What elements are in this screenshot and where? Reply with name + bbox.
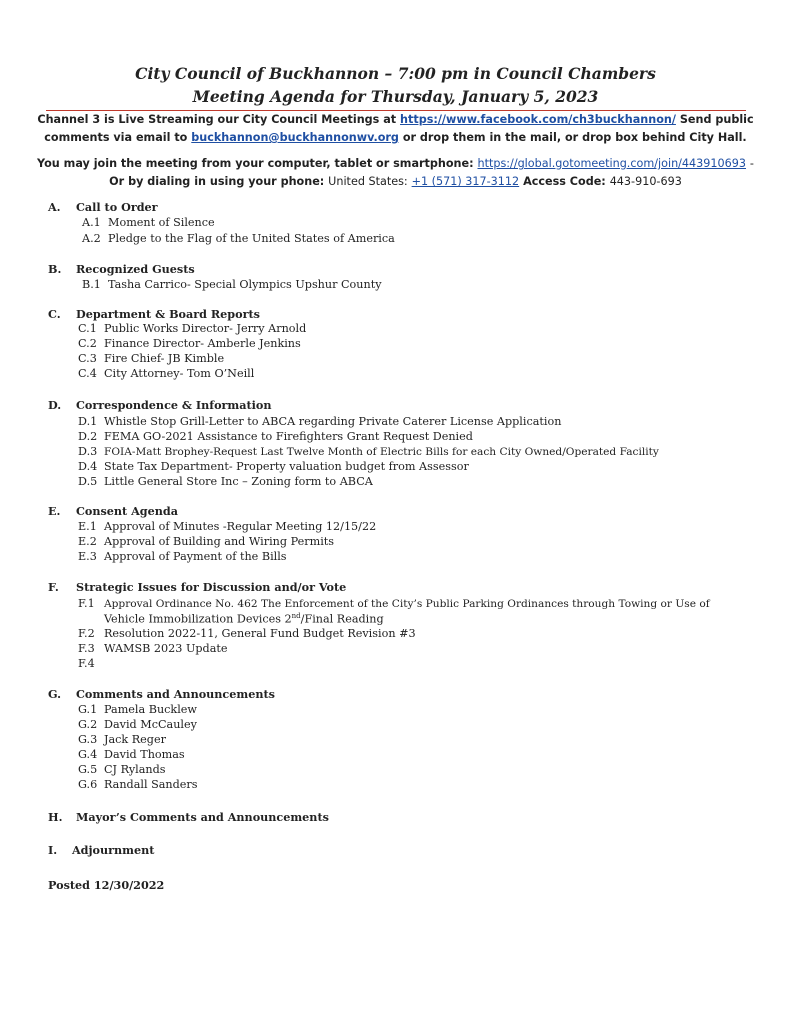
item-number: F.1 bbox=[78, 597, 95, 610]
item-number: G.1 bbox=[78, 703, 98, 716]
agenda-item bbox=[78, 520, 376, 533]
item-text: Tasha Carrico- Special Olympics Upshur County bbox=[108, 278, 382, 291]
agenda-item bbox=[78, 550, 287, 563]
agenda-item bbox=[78, 733, 166, 746]
section-g bbox=[48, 687, 275, 701]
section-letter: H. bbox=[48, 810, 63, 824]
item-text-continued: Vehicle Immobilization Devices 2 bbox=[104, 612, 292, 626]
join-notice bbox=[0, 155, 791, 191]
streaming-notice bbox=[0, 111, 791, 147]
section-b bbox=[48, 262, 195, 276]
item-number: A.2 bbox=[82, 232, 101, 245]
item-number: C.4 bbox=[78, 367, 97, 380]
section-title: Recognized Guests bbox=[76, 262, 195, 276]
section-title: Strategic Issues for Discussion and/or Vote bbox=[76, 580, 347, 594]
section-letter: D. bbox=[48, 398, 62, 412]
agenda-item bbox=[78, 430, 473, 443]
agenda-item bbox=[78, 597, 710, 610]
section-title: Correspondence & Information bbox=[76, 398, 272, 412]
agenda-item bbox=[82, 216, 215, 229]
item-text: City Attorney- Tom O’Neill bbox=[104, 367, 255, 380]
agenda-item bbox=[78, 460, 469, 473]
item-number: G.6 bbox=[78, 778, 98, 791]
item-text: Whistle Stop Grill-Letter to ABCA regarding Private Caterer License Application bbox=[104, 415, 562, 428]
agenda-item bbox=[78, 415, 561, 428]
access-label: Access Code: bbox=[523, 175, 606, 188]
ordinal-suffix: nd bbox=[291, 612, 301, 620]
item-text: CJ Rylands bbox=[104, 763, 166, 776]
item-number: F.3 bbox=[78, 642, 95, 655]
agenda-item bbox=[78, 475, 373, 488]
item-number: E.1 bbox=[78, 520, 97, 533]
item-text: Pamela Bucklew bbox=[104, 703, 197, 716]
item-text: FOIA-Matt Brophey-Request Last Twelve Month of Electric Bills for each City Owned/Operated Facility bbox=[104, 446, 659, 458]
agenda-item bbox=[78, 657, 104, 670]
item-text: Randall Sanders bbox=[104, 778, 198, 791]
item-number: G.3 bbox=[78, 733, 98, 746]
section-h bbox=[48, 810, 329, 824]
item-text: David McCauley bbox=[104, 718, 197, 731]
item-number: D.1 bbox=[78, 415, 98, 428]
item-text: Moment of Silence bbox=[108, 216, 215, 229]
agenda-item bbox=[78, 748, 185, 761]
stream-suffix: Send public bbox=[679, 113, 754, 126]
item-text: Approval Ordinance No. 462 The Enforcement of the City’s Public Parking Ordinances through Towing or Use of bbox=[104, 598, 710, 610]
title-line-1: City Council of Buckhannon – 7:00 pm in Council Chambers bbox=[135, 64, 656, 83]
agenda-item bbox=[78, 703, 197, 716]
facebook-link[interactable]: https://www.facebook.com/ch3buckhannon/ bbox=[400, 113, 676, 126]
section-title: Comments and Announcements bbox=[76, 687, 275, 701]
agenda-item bbox=[78, 718, 197, 731]
item-text: Public Works Director- Jerry Arnold bbox=[104, 322, 307, 335]
email-link[interactable]: buckhannon@buckhannonwv.org bbox=[191, 131, 399, 144]
item-number: E.2 bbox=[78, 535, 97, 548]
section-title: Department & Board Reports bbox=[76, 307, 260, 321]
section-letter: C. bbox=[48, 307, 61, 321]
item-number: G.4 bbox=[78, 748, 98, 761]
agenda-item bbox=[78, 322, 306, 335]
item-text-end: /Final Reading bbox=[300, 612, 384, 626]
section-title: Consent Agenda bbox=[76, 504, 178, 518]
comments-suffix: or drop them in the mail, or drop box behind City Hall. bbox=[402, 131, 747, 144]
agenda-item bbox=[78, 778, 198, 791]
section-letter: B. bbox=[48, 262, 62, 276]
item-text: Approval of Minutes -Regular Meeting 12/15/22 bbox=[104, 520, 377, 533]
section-title: Call to Order bbox=[76, 200, 158, 214]
item-number: D.4 bbox=[78, 460, 98, 473]
posted-date: Posted 12/30/2022 bbox=[48, 878, 165, 892]
item-text: WAMSB 2023 Update bbox=[104, 642, 228, 655]
agenda-item bbox=[78, 763, 166, 776]
item-number: G.5 bbox=[78, 763, 98, 776]
section-title: Adjournment bbox=[72, 843, 155, 857]
comments-prefix: comments via email to bbox=[44, 131, 188, 144]
join-prefix: You may join the meeting from your computer, tablet or smartphone: bbox=[37, 157, 474, 170]
item-text: Resolution 2022-11, General Fund Budget Revision #3 bbox=[104, 627, 416, 640]
item-number: C.3 bbox=[78, 352, 97, 365]
agenda-item bbox=[78, 535, 334, 548]
dial-prefix: Or by dialing in using your phone: bbox=[109, 175, 325, 188]
item-text: Little General Store Inc – Zoning form to ABCA bbox=[104, 475, 373, 488]
section-d bbox=[48, 398, 272, 412]
item-number: D.2 bbox=[78, 430, 98, 443]
item-text: Approval of Building and Wiring Permits bbox=[104, 535, 335, 548]
phone-link[interactable]: +1 (571) 317-3112 bbox=[411, 175, 520, 188]
agenda-item bbox=[82, 278, 382, 291]
agenda-item bbox=[78, 627, 416, 640]
section-a bbox=[48, 200, 158, 214]
item-text: Approval of Payment of the Bills bbox=[104, 550, 287, 563]
section-e bbox=[48, 504, 178, 518]
item-number: F.2 bbox=[78, 627, 95, 640]
stream-prefix: Channel 3 is Live Streaming our City Council Meetings at bbox=[37, 113, 397, 126]
section-title: Mayor’s Comments and Announcements bbox=[76, 810, 329, 824]
agenda-item-continuation bbox=[104, 612, 384, 626]
section-c bbox=[48, 307, 260, 321]
gotomeeting-link[interactable]: https://global.gotomeeting.com/join/443910693 bbox=[477, 157, 746, 170]
section-letter: A. bbox=[48, 200, 61, 214]
agenda-item bbox=[78, 352, 224, 365]
agenda-item bbox=[78, 337, 301, 350]
item-number: B.1 bbox=[82, 278, 101, 291]
title-line-2: Meeting Agenda for Thursday, January 5, 2023 bbox=[192, 87, 599, 106]
item-number: C.2 bbox=[78, 337, 97, 350]
item-text: David Thomas bbox=[104, 748, 185, 761]
agenda-item bbox=[82, 232, 395, 245]
item-text: Fire Chief- JB Kimble bbox=[104, 352, 225, 365]
join-suffix: - bbox=[749, 157, 754, 170]
section-letter: E. bbox=[48, 504, 61, 518]
agenda-item bbox=[78, 642, 227, 655]
access-code: 443-910-693 bbox=[609, 175, 682, 188]
section-letter: F. bbox=[48, 580, 59, 594]
item-number: F.4 bbox=[78, 657, 95, 670]
item-text: Jack Reger bbox=[104, 733, 166, 746]
item-number: C.1 bbox=[78, 322, 97, 335]
item-text: FEMA GO-2021 Assistance to Firefighters Grant Request Denied bbox=[104, 430, 473, 443]
dial-country: United States: bbox=[328, 175, 408, 188]
section-f bbox=[48, 580, 346, 594]
section-letter: I. bbox=[48, 843, 58, 857]
agenda-item bbox=[78, 445, 659, 458]
item-number: D.3 bbox=[78, 445, 98, 458]
item-number: G.2 bbox=[78, 718, 98, 731]
section-letter: G. bbox=[48, 687, 62, 701]
item-text: Pledge to the Flag of the United States of America bbox=[108, 232, 395, 245]
item-number: D.5 bbox=[78, 475, 98, 488]
item-number: E.3 bbox=[78, 550, 97, 563]
item-text: Finance Director- Amberle Jenkins bbox=[104, 337, 301, 350]
section-i bbox=[48, 843, 154, 857]
agenda-item bbox=[78, 367, 254, 380]
item-number: A.1 bbox=[82, 216, 101, 229]
item-text: State Tax Department- Property valuation budget from Assessor bbox=[104, 460, 469, 473]
